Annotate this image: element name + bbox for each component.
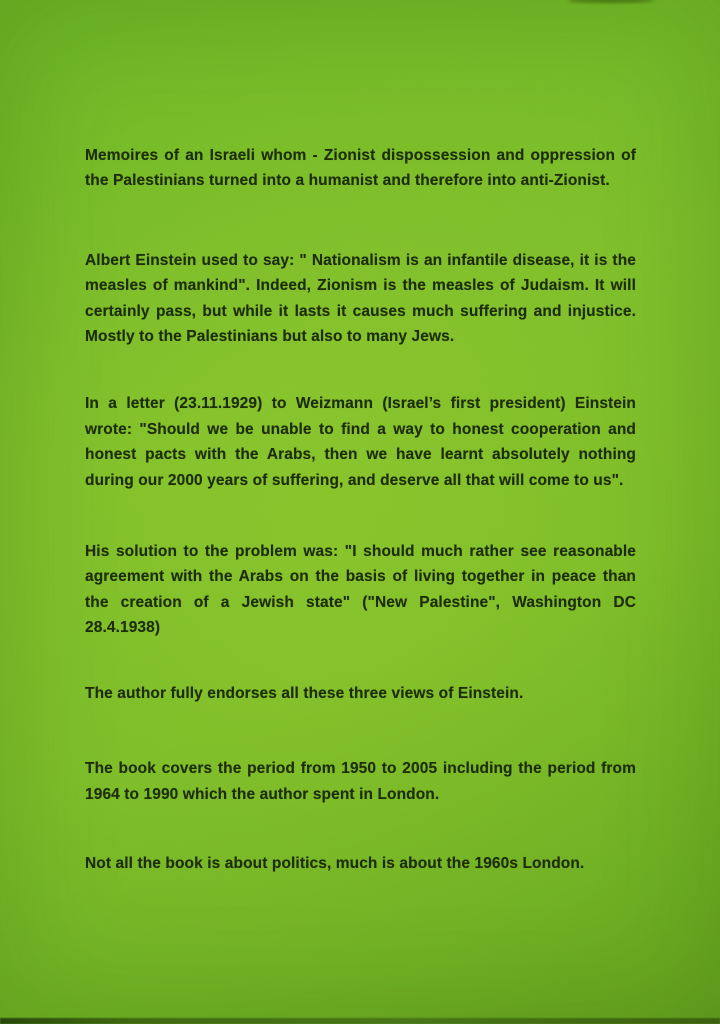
paragraph-book-subject: Not all the book is about politics, much is about the 1960s London. [85, 854, 585, 872]
cover-text-block [85, 143, 636, 876]
paragraph-einstein-nationalism-quote: Albert Einstein used to say: " Nationalism is an infantile disease, it is the measles of mankind". Indeed, Zionism is the measles of Judaism. It will certainly pass, but while it lasts it causes much suffering and injustice. Mostly to the Palestinians but also to many Jews. [85, 251, 636, 346]
paragraph-author-endorsement: The author fully endorses all these three views of Einstein. [85, 684, 524, 702]
paragraph-einstein-weizmann-letter: In a letter (23.11.1929) to Weizmann (Israel’s first president) Einstein wrote: "Should we be unable to find a way to honest cooperation and honest pacts with the Arabs, then we have learnt absolutely nothing during our 2000 years of suffering, and deserve all that will come to us". [85, 395, 636, 489]
paragraph-book-period: The book covers the period from 1950 to 2005 including the period from 1964 to 1990 which the author spent in London. [85, 760, 636, 803]
photo-bottom-edge-shadow [0, 1018, 720, 1024]
paragraph-memoires: Memoires of an Israeli whom - Zionist dispossession and oppression of the Palestinians turned into a humanist and therefore into anti-Zionist. [85, 147, 636, 190]
photo-top-edge-smudge [568, 0, 654, 3]
paragraph-einstein-solution: His solution to the problem was: "I should much rather see reasonable agreement with the Arabs on the basis of living together in peace than the creation of a Jewish state" ("New Palestine", Washington DC 28.4.1938) [85, 543, 636, 637]
